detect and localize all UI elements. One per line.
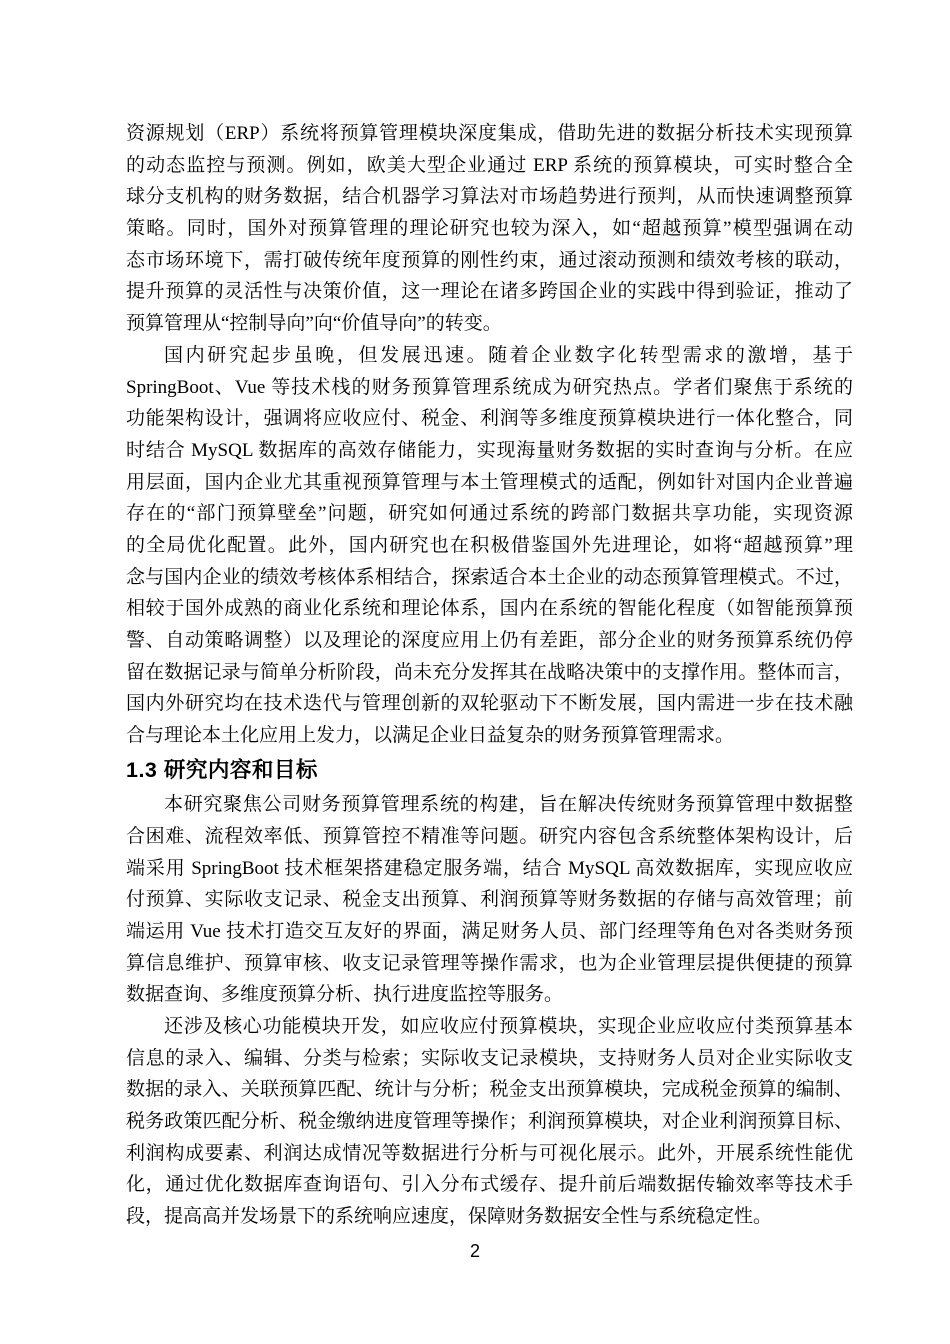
paragraph (126, 118, 853, 340)
text-line: 段，提高高并发场景下的系统响应速度，保障财务数据安全性与系统稳定性。 (126, 1206, 773, 1228)
text-line: 提升预算的灵活性与决策价值，这一理论在诸多跨国企业的实践中得到验证，推动了 (126, 281, 853, 303)
text-line: 的动态监控与预测。例如，欧美大型企业通过 ERP 系统的预算模块，可实时整合全 (126, 154, 853, 176)
text-line: SpringBoot、Vue 等技术栈的财务预算管理系统成为研究热点。学者们聚焦于系统的 (126, 376, 853, 398)
text-line: 数据的录入、关联预算匹配、统计与分析；税金支出预算模块，完成税金预算的编制、 (126, 1079, 853, 1101)
text-line: 留在数据记录与简单分析阶段，尚未充分发挥其在战略决策中的支撑作用。整体而言， (126, 661, 853, 683)
text-line: 策略。同时，国外对预算管理的理论研究也较为深入，如“超越预算”模型强调在动 (126, 218, 853, 240)
paragraph (126, 340, 853, 752)
document-body (126, 118, 853, 1233)
text-line: 功能架构设计，强调将应收应付、税金、利润等多维度预算模块进行一体化整合，同 (126, 408, 853, 430)
text-line: 数据查询、多维度预算分析、执行进度监控等服务。 (126, 984, 564, 1006)
text-line: 球分支机构的财务数据，结合机器学习算法对市场趋势进行预判，从而快速调整预算 (126, 186, 853, 208)
text-line: 时结合 MySQL 数据库的高效存储能力，实现海量财务数据的实时查询与分析。在应 (126, 439, 853, 461)
text-line: 端采用 SpringBoot 技术框架搭建稳定服务端，结合 MySQL 高效数据库，实现应收应 (126, 857, 853, 879)
text-line: 还涉及核心功能模块开发，如应收应付预算模块，实现企业应收应付类预算基本 (164, 1015, 853, 1037)
text-line: 态市场环境下，需打破传统年度预算的刚性约束，通过滚动预测和绩效考核的联动， (126, 249, 853, 271)
text-line: 念与国内企业的绩效考核体系相结合，探索适合本土企业的动态预算管理模式。不过， (126, 566, 853, 588)
text-line: 端运用 Vue 技术打造交互友好的界面，满足财务人员、部门经理等角色对各类财务预 (126, 920, 853, 942)
text-line: 合困难、流程效率低、预算管控不精准等问题。研究内容包含系统整体架构设计，后 (126, 825, 853, 847)
text-line: 存在的“部门预算壁垒”问题，研究如何通过系统的跨部门数据共享功能，实现资源 (126, 503, 853, 525)
text-line: 预算管理从“控制导向”向“价值导向”的转变。 (126, 313, 502, 335)
text-line: 国内外研究均在技术迭代与管理创新的双轮驱动下不断发展，国内需进一步在技术融 (126, 693, 853, 715)
text-line: 警、自动策略调整）以及理论的深度应用上仍有差距，部分企业的财务预算系统仍停 (126, 630, 853, 651)
text-line: 税务政策匹配分析、税金缴纳进度管理等操作；利润预算模块，对企业利润预算目标、 (126, 1111, 853, 1133)
paragraph (126, 1011, 853, 1233)
text-line: 国内研究起步虽晚，但发展迅速。随着企业数字化转型需求的激增，基于 (164, 344, 853, 366)
text-line: 本研究聚焦公司财务预算管理系统的构建，旨在解决传统财务预算管理中数据整 (164, 794, 853, 816)
text-line: 付预算、实际收支记录、税金支出预算、利润预算等财务数据的存储与高效管理；前 (126, 889, 853, 911)
page-number: 2 (469, 1241, 480, 1261)
text-line: 合与理论本土化应用上发力，以满足企业日益复杂的财务预算管理需求。 (126, 725, 735, 747)
paragraph (126, 789, 853, 1011)
text-line: 算信息维护、预算审核、收支记录管理等操作需求，也为企业管理层提供便捷的预算 (126, 952, 853, 974)
text-line: 用层面，国内企业尤其重视预算管理与本土管理模式的适配，例如针对国内企业普遍 (126, 471, 853, 493)
text-line: 的全局优化配置。此外，国内研究也在积极借鉴国外先进理论，如将“超越预算”理 (126, 534, 853, 556)
text-line: 信息的录入、编辑、分类与检索；实际收支记录模块，支持财务人员对企业实际收支 (126, 1047, 853, 1069)
text-line: 化，通过优化数据库查询语句、引入分布式缓存、提升前后端数据传输效率等技术手 (126, 1174, 853, 1196)
section-heading: 1.3 研究内容和目标 (126, 757, 318, 782)
text-line: 资源规划（ERP）系统将预算管理模块深度集成，借助先进的数据分析技术实现预算 (126, 123, 853, 144)
text-line: 利润构成要素、利润达成情况等数据进行分析与可视化展示。此外，开展系统性能优 (126, 1142, 853, 1164)
text-line: 相较于国外成熟的商业化系统和理论体系，国内在系统的智能化程度（如智能预算预 (126, 598, 853, 620)
